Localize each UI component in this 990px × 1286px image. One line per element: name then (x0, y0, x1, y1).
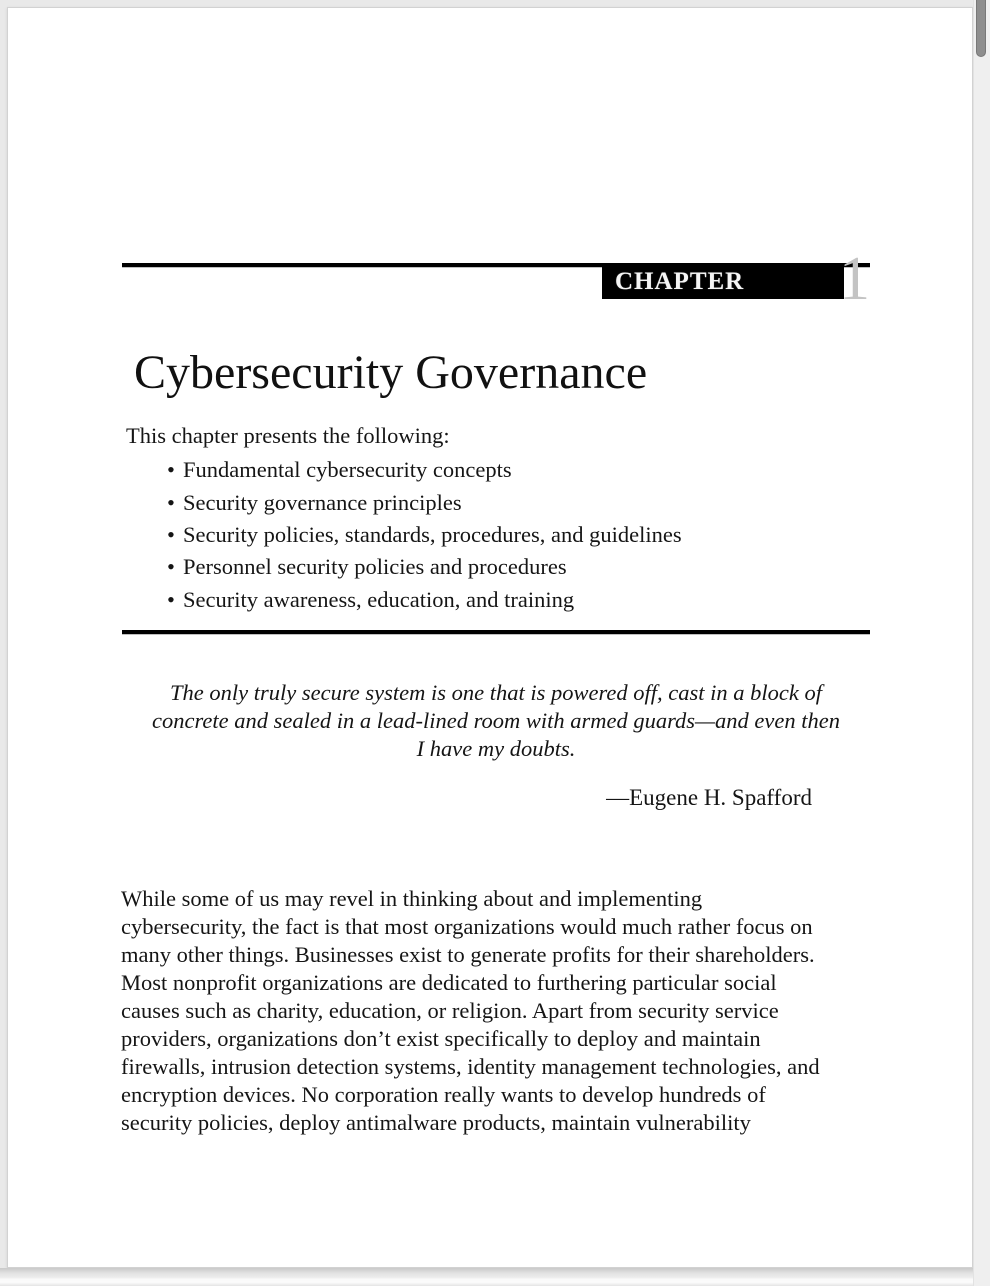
body-text-line: firewalls, intrusion detection systems, identity management technologies, and (121, 1054, 820, 1079)
quote-line: The only truly secure system is one that is powered off, cast in a block of (170, 680, 822, 705)
chapter-topics-list (167, 454, 682, 616)
bullet-marker: • (167, 554, 175, 580)
body-text-line: cybersecurity, the fact is that most organizations would much rather focus on (121, 914, 813, 939)
scrollbar-thumb[interactable] (976, 0, 986, 57)
body-text-line: encryption devices. No corporation really wants to develop hundreds of (121, 1082, 766, 1107)
list-item-label: Personnel security policies and procedures (183, 554, 567, 580)
epigraph-quote (122, 679, 870, 764)
list-item-label: Security governance principles (183, 489, 462, 515)
list-item-label: Fundamental cybersecurity concepts (183, 457, 512, 483)
document-page (7, 7, 973, 1268)
list-item-label: Security policies, standards, procedures, and guidelines (183, 521, 682, 547)
section-divider-rule (122, 630, 870, 634)
bullet-marker: • (167, 521, 175, 547)
chapter-number: 1 (839, 245, 870, 313)
quote-line: I have my doubts. (416, 736, 576, 762)
chapter-label: CHAPTER (615, 267, 745, 295)
list-item (167, 486, 682, 518)
body-text-line: While some of us may revel in thinking about and implementing (121, 886, 703, 911)
body-paragraph (121, 885, 881, 1137)
bullet-marker: • (167, 457, 175, 483)
bullet-marker: • (167, 489, 175, 515)
body-text-line: causes such as charity, education, or religion. Apart from security service (121, 998, 779, 1023)
quote-line: concrete and sealed in a lead-lined room with armed guards—and even then (152, 708, 840, 734)
body-text-line: Most nonprofit organizations are dedicated to furthering particular social (121, 970, 777, 995)
chapter-label-band (602, 264, 844, 299)
list-item (167, 519, 682, 551)
list-item (167, 551, 682, 583)
chapter-title: Cybersecurity Governance (134, 346, 648, 399)
quote-attribution: —Eugene H. Spafford (606, 785, 812, 810)
chapter-list-intro: This chapter presents the following: (126, 423, 450, 448)
list-item (167, 454, 682, 486)
vertical-scrollbar[interactable] (973, 0, 990, 1286)
body-text-line: many other things. Businesses exist to generate profits for their shareholders. (121, 942, 815, 967)
list-item (167, 584, 682, 616)
horizontal-scrollbar-gutter[interactable] (0, 1268, 973, 1286)
bullet-marker: • (167, 586, 175, 612)
body-text-line: providers, organizations don’t exist specifically to deploy and maintain (121, 1026, 761, 1051)
body-text-line: security policies, deploy antimalware products, maintain vulnerability (121, 1110, 751, 1135)
list-item-label: Security awareness, education, and training (183, 586, 575, 612)
